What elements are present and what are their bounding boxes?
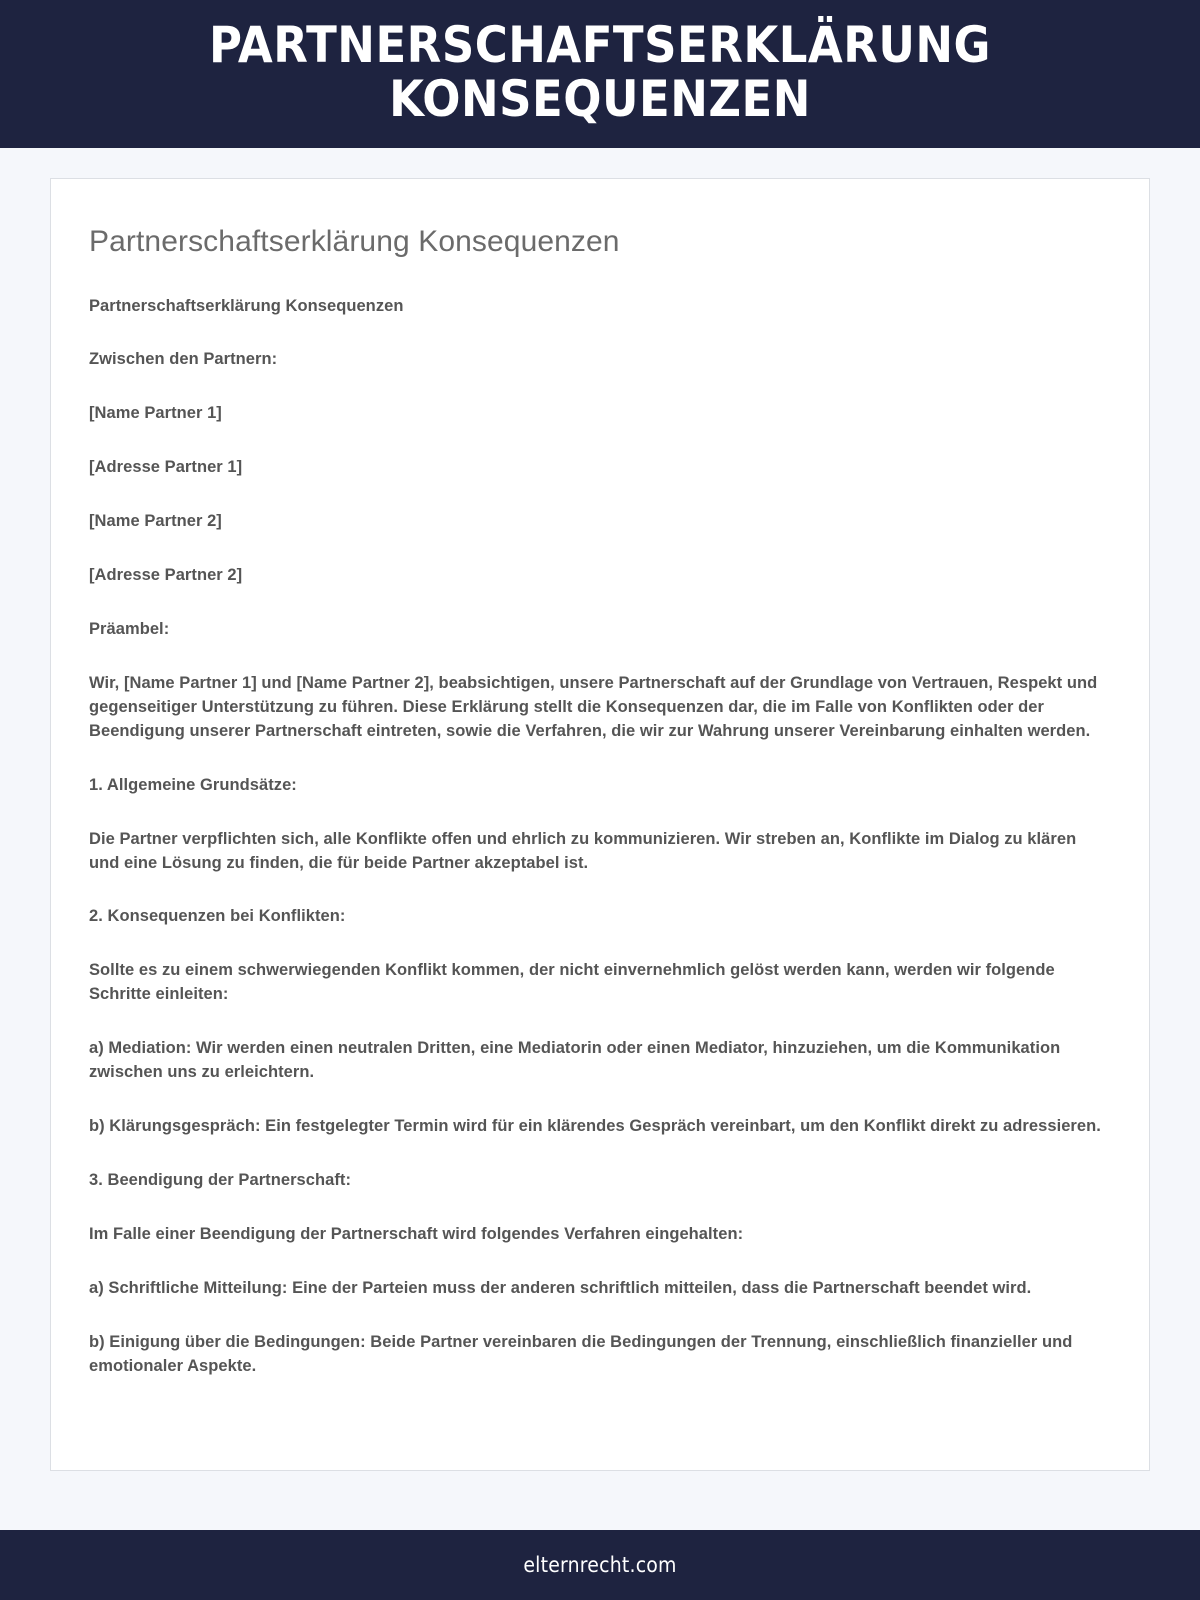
document-paragraph: b) Klärungsgespräch: Ein festgelegter Termin wird für ein klärendes Gespräch vereinbart, um den Konflikt direkt zu adressieren. bbox=[89, 1117, 1101, 1136]
document-paragraph: [Adresse Partner 2] bbox=[89, 566, 243, 585]
document-paragraph: b) Einigung über die Bedingungen: Beide Partner vereinbaren die Bedingungen der Trennung, einschließlich finanzieller und emotionaler Aspekte. bbox=[89, 1332, 1073, 1375]
footer-spacer bbox=[0, 1471, 1200, 1530]
document-paragraph: Präambel: bbox=[89, 620, 170, 639]
footer-site-name: elternrecht.com bbox=[523, 1553, 677, 1577]
page-footer bbox=[0, 1530, 1200, 1600]
document-paragraph: 1. Allgemeine Grundsätze: bbox=[89, 775, 297, 794]
document-paragraph: 3. Beendigung der Partnerschaft: bbox=[89, 1171, 351, 1190]
document-card bbox=[50, 178, 1150, 1471]
document-paragraph: [Name Partner 2] bbox=[89, 512, 222, 531]
document-paragraph: 2. Konsequenzen bei Konflikten: bbox=[89, 907, 346, 926]
document-paragraph: a) Mediation: Wir werden einen neutralen Dritten, eine Mediatorin oder einen Mediator, hinzuziehen, um die Kommunikation zwischen uns zu erleichtern. bbox=[89, 1039, 1061, 1082]
document-paragraph: [Name Partner 1] bbox=[89, 404, 222, 423]
document-paragraph: Partnerschaftserklärung Konsequenzen bbox=[89, 296, 404, 315]
document-paragraph: Sollte es zu einem schwerwiegenden Konflikt kommen, der nicht einvernehmlich gelöst werden kann, werden wir folgende Schritte einleiten: bbox=[89, 961, 1055, 1004]
document-paragraph: Wir, [Name Partner 1] und [Name Partner 2], beabsichtigen, unsere Partnerschaft auf der Grundlage von Vertrauen, Respekt und gegenseitiger Unterstützung zu führen. Diese Erklärung stellt die Konsequenzen dar, die im Falle von Konflikten oder der Beendigung unserer Partnerschaft eintreten, sowie die Verfahren, die wir zur Wahrung unserer Vereinbarung einhalten werden. bbox=[89, 673, 1098, 740]
document-paragraph: Die Partner verpflichten sich, alle Konflikte offen und ehrlich zu kommunizieren. Wir streben an, Konflikte im Dialog zu klären und eine Lösung zu finden, die für beide Partner akzeptabel ist. bbox=[89, 829, 1077, 872]
document-heading: Partnerschaftserklärung Konsequenzen bbox=[89, 225, 620, 258]
document-paragraph: [Adresse Partner 1] bbox=[89, 458, 243, 477]
document-body bbox=[89, 295, 1111, 1379]
document-paragraph: a) Schriftliche Mitteilung: Eine der Parteien muss der anderen schriftlich mitteilen, dass die Partnerschaft beendet wird. bbox=[89, 1278, 1032, 1297]
page-banner bbox=[0, 0, 1200, 148]
banner-title: PARTNERSCHAFTSERKLÄRUNG KONSEQUENZEN bbox=[209, 16, 991, 128]
page-content-area bbox=[0, 148, 1200, 1471]
document-paragraph: Zwischen den Partnern: bbox=[89, 350, 278, 369]
document-paragraph: Im Falle einer Beendigung der Partnerschaft wird folgendes Verfahren eingehalten: bbox=[89, 1224, 744, 1243]
